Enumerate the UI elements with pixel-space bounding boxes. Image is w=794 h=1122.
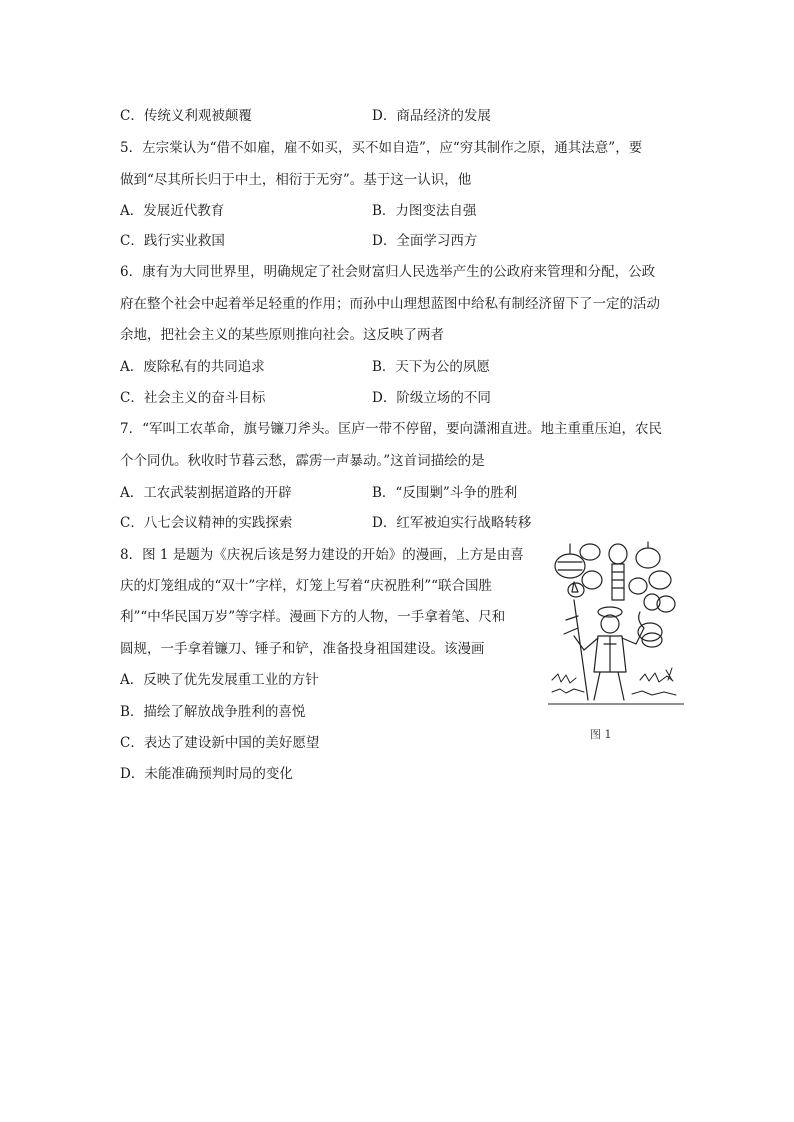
figure-caption: 图 1 bbox=[590, 728, 612, 741]
q4-option-c: C．传统义利观被颠覆 bbox=[120, 108, 252, 124]
q5-option-c: C．践行实业救国 bbox=[120, 233, 225, 249]
q8-option-b: B．描绘了解放战争胜利的喜悦 bbox=[120, 704, 306, 720]
q6-option-a: A．废除私有的共同追求 bbox=[120, 359, 265, 375]
q6-stem-line-1: 6．康有为大同世界里，明确规定了社会财富归人民选举产生的公政府来管理和分配，公政 bbox=[120, 264, 656, 280]
q7-option-a: A．工农武装割据道路的开辟 bbox=[120, 485, 292, 501]
q8-stem-line-4: 圆规，一手拿着镰刀、锤子和铲，准备投身祖国建设。该漫画 bbox=[120, 641, 485, 657]
q7-stem-line-1: 7．“军叫工农革命，旗号镰刀斧头。匡庐一带不停留，要向潇湘直进。地主重重压迫，农民 bbox=[120, 421, 662, 437]
q6-stem-line-3: 余地，把社会主义的某些原则推向社会。这反映了两者 bbox=[120, 327, 444, 343]
q6-option-b: B．天下为公的夙愿 bbox=[372, 359, 490, 375]
q8-option-d: D．未能准确预判时局的变化 bbox=[120, 766, 293, 782]
q7-option-c: C．八七会议精神的实践探索 bbox=[120, 515, 293, 531]
q4-option-d: D．商品经济的发展 bbox=[372, 108, 491, 124]
q8-stem-line-2: 庆的灯笼组成的“双十”字样，灯笼上写着“庆祝胜利”“联合国胜 bbox=[120, 578, 493, 594]
cartoon-illustration bbox=[548, 540, 684, 708]
q8-stem-line-3: 利”“中华民国万岁”等字样。漫画下方的人物，一手拿着笔、尺和 bbox=[120, 609, 506, 625]
q7-option-d: D．红军被迫实行战略转移 bbox=[372, 515, 532, 531]
ground bbox=[548, 668, 684, 704]
figure-person bbox=[574, 607, 644, 700]
lantern-group bbox=[555, 542, 675, 612]
q5-option-b: B．力图变法自强 bbox=[372, 203, 477, 219]
q6-stem-line-2: 府在整个社会中起着举足轻重的作用；而孙中山理想蓝图中给私有制经济留下了一定的活动 bbox=[120, 296, 660, 312]
q5-option-d: D．全面学习西方 bbox=[372, 233, 478, 249]
q5-stem-line-2: 做到“尽其所长归于中土，相衍于无穷”。基于这一认识，他 bbox=[120, 172, 472, 188]
q6-option-c: C．社会主义的奋斗目标 bbox=[120, 390, 266, 406]
q6-option-d: D．阶级立场的不同 bbox=[372, 390, 491, 406]
q8-stem-line-1: 8．图 1 是题为《庆祝后该是努力建设的开始》的漫画，上方是由喜 bbox=[120, 547, 524, 563]
q5-stem-line-1: 5．左宗棠认为“借不如雇，雇不如买，买不如自造”，应“穷其制作之原，通其法意”，要 bbox=[120, 140, 643, 156]
q8-option-a: A．反映了优先发展重工业的方针 bbox=[120, 672, 319, 688]
q7-option-b: B．“反围剿”斗争的胜利 bbox=[372, 485, 518, 501]
q5-option-a: A．发展近代教育 bbox=[120, 203, 225, 219]
q8-option-c: C．表达了建设新中国的美好愿望 bbox=[120, 735, 320, 751]
tools-left bbox=[564, 582, 588, 700]
tools-right bbox=[638, 612, 662, 647]
q7-stem-line-2: 个个同仇。秋收时节暮云愁，霹雳一声暴动。”这首词描绘的是 bbox=[120, 453, 485, 469]
